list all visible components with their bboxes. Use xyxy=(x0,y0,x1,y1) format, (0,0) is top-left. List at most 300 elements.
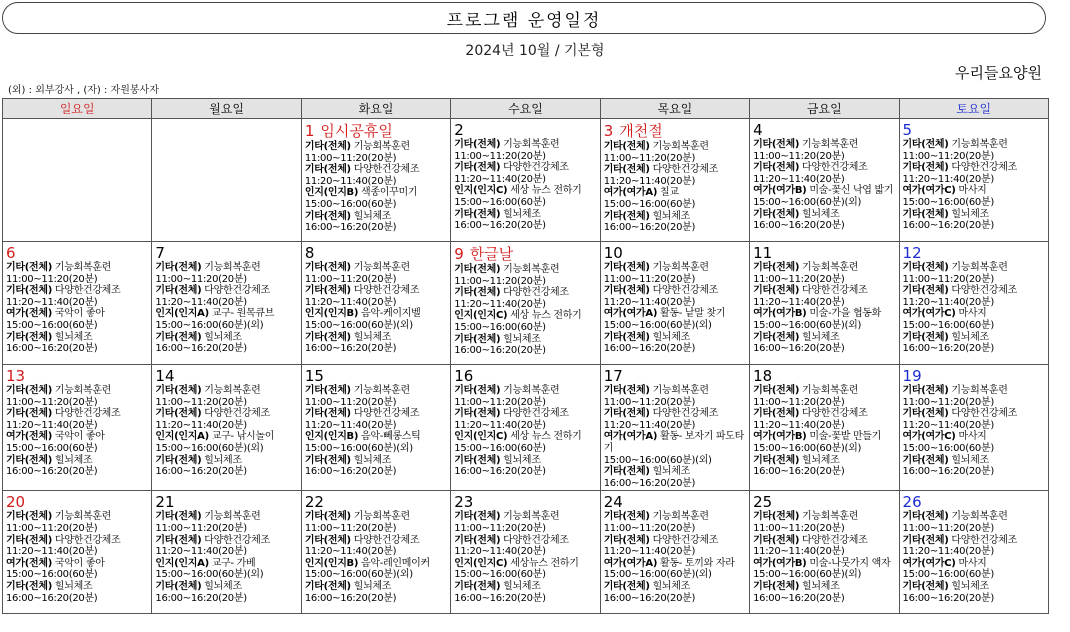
activity-name: 기능회복훈련 xyxy=(652,385,709,396)
activity-item xyxy=(155,581,297,604)
activity-category: 여가(여가B) xyxy=(753,185,807,197)
activity-category: 기타(전체) xyxy=(902,208,949,220)
activity-item xyxy=(454,581,596,604)
day-header xyxy=(454,243,596,264)
activity-time: 16:00~16:20(20분) xyxy=(603,477,696,489)
activity-item xyxy=(753,139,895,162)
day-header xyxy=(305,492,447,511)
activity-time: 11:00~11:20(20분) xyxy=(753,273,845,285)
day-header xyxy=(604,243,746,262)
day-number: 16 xyxy=(454,367,474,385)
activity-item xyxy=(155,408,297,431)
activity-item xyxy=(454,334,596,357)
activity-time: 16:00~16:20(20분) xyxy=(454,345,546,357)
activity-time: 11:00~11:20(20분) xyxy=(454,150,546,162)
activity-category: 기타(전체) xyxy=(304,141,351,152)
activity-item xyxy=(903,162,1045,185)
activity-item xyxy=(305,511,447,534)
activity-name: 활동- 보자기 파도타기 xyxy=(603,431,744,454)
activity-time: 15:00~16:00(60분) xyxy=(454,321,546,333)
activity-item xyxy=(604,408,746,431)
weekday-header: 수요일 xyxy=(451,99,600,119)
page-subtitle: 2024년 10월 / 기본형 xyxy=(465,43,605,59)
day-header xyxy=(753,243,895,262)
activity-category: 기타(전체) xyxy=(603,466,650,478)
activity-name: 다양한건강체조 xyxy=(951,408,1017,420)
activity-name: 기능회복훈련 xyxy=(801,139,859,150)
activity-category: 기타(전체) xyxy=(304,534,351,546)
activity-name: 기능회복훈련 xyxy=(353,385,410,396)
activity-item xyxy=(305,408,447,431)
activity-time: 11:00~11:20(20분) xyxy=(6,273,98,285)
activity-time: 16:00~16:20(20분) xyxy=(155,343,247,355)
activity-name: 힐뇌체조 xyxy=(353,580,392,592)
activity-item xyxy=(903,535,1045,558)
activity-item xyxy=(6,308,148,331)
activity-item xyxy=(753,408,895,431)
day-header xyxy=(305,366,447,385)
activity-name: 국악이 좋아 xyxy=(54,557,105,569)
activity-item xyxy=(604,141,746,164)
activity-name: 다양한건강체조 xyxy=(951,534,1017,546)
activity-item xyxy=(6,511,148,534)
activity-name: 마사지 xyxy=(958,185,987,197)
activity-item xyxy=(305,535,447,558)
activity-category: 기타(전체) xyxy=(454,408,501,420)
day-header xyxy=(753,492,895,511)
activity-category: 기타(전체) xyxy=(603,534,650,546)
day-number: 17 xyxy=(603,367,623,385)
day-header xyxy=(305,120,447,141)
activity-category: 여가(여가C) xyxy=(902,431,956,443)
activity-category: 기타(전체) xyxy=(155,580,202,592)
activity-time: 11:00~11:20(20분) xyxy=(753,150,845,162)
activity-item xyxy=(305,455,447,478)
activity-time: 16:00~16:20(20분) xyxy=(304,222,397,234)
page-title: 프로그램 운영일정 xyxy=(446,10,602,31)
activity-category: 기타(전체) xyxy=(902,385,949,396)
activity-name: 기능회복훈련 xyxy=(54,262,112,273)
activity-item xyxy=(753,511,895,534)
activity-item xyxy=(155,455,297,478)
activity-name: 세상 뉴스 전하기 xyxy=(510,431,582,443)
calendar-table xyxy=(2,98,1049,614)
activity-category: 기타(전체) xyxy=(753,285,800,297)
activity-item xyxy=(903,332,1045,355)
activity-name: 마사지 xyxy=(958,557,987,569)
activity-name: 힐뇌체조 xyxy=(951,331,989,343)
activity-category: 기타(전체) xyxy=(753,262,800,273)
activity-category: 기타(전체) xyxy=(304,210,351,222)
activity-item xyxy=(305,581,447,604)
activity-name: 힐뇌체조 xyxy=(801,331,840,343)
activity-name: 다양한건강체조 xyxy=(801,162,868,174)
activity-name: 기능회복훈련 xyxy=(204,511,261,523)
activity-time: 11:00~11:20(20분) xyxy=(155,273,247,285)
calendar-day-cell xyxy=(750,242,899,365)
activity-name: 미술-꽃신 낙엽 밟기 xyxy=(809,185,894,197)
activity-time: 16:00~16:20(20분) xyxy=(454,592,546,604)
calendar-week-row xyxy=(3,491,1049,614)
activity-time: 15:00~16:00(60분) xyxy=(603,198,696,210)
activity-time: 15:00~16:00(60분) xyxy=(6,319,98,331)
activity-time: 16:00~16:20(20분) xyxy=(603,592,696,604)
activity-time: 11:20~11:40(20분) xyxy=(753,546,845,558)
activity-item xyxy=(604,535,746,558)
activity-name: 다양한건강체조 xyxy=(54,534,121,546)
activity-item xyxy=(604,385,746,408)
activity-name: 미술-가을 협동화 xyxy=(809,308,882,320)
activity-item xyxy=(753,431,895,454)
day-header xyxy=(604,120,746,141)
activity-category: 기타(전체) xyxy=(454,534,501,546)
activity-name: 힐뇌체조 xyxy=(801,208,840,220)
activity-category: 기타(전체) xyxy=(6,285,52,297)
holiday-label: 임시공휴일 xyxy=(320,122,393,140)
day-number: 5 xyxy=(902,121,913,139)
activity-time: 15:00~16:00(60분)(외) xyxy=(753,196,862,208)
activity-time: 11:20~11:40(20분) xyxy=(155,546,247,558)
activity-item xyxy=(155,535,297,558)
activity-category: 기타(전체) xyxy=(6,408,52,420)
activity-time: 11:00~11:20(20분) xyxy=(902,396,994,408)
activity-time: 16:00~16:20(20분) xyxy=(603,343,696,355)
activity-name: 힐뇌체조 xyxy=(204,331,242,343)
activity-time: 11:00~11:20(20분) xyxy=(304,273,397,285)
activity-name: 기능회복훈련 xyxy=(951,385,1008,396)
day-number: 9 xyxy=(454,245,464,263)
day-number: 11 xyxy=(753,244,773,262)
activity-item xyxy=(454,287,596,310)
activity-category: 기타(전체) xyxy=(304,285,351,297)
activity-item xyxy=(6,262,148,285)
activity-category: 인지(인지C) xyxy=(454,431,508,443)
activity-time: 15:00~16:00(60분)(외) xyxy=(603,319,712,331)
activity-category: 여가(전체) xyxy=(6,308,52,320)
weekday-header: 목요일 xyxy=(600,99,749,119)
organization-name: 우리들요양원 xyxy=(955,64,1042,82)
activity-category: 기타(전체) xyxy=(454,454,501,466)
day-header xyxy=(903,366,1045,385)
activity-time: 11:00~11:20(20분) xyxy=(603,273,696,285)
activity-time: 11:20~11:40(20분) xyxy=(603,296,696,308)
activity-item xyxy=(903,455,1045,478)
calendar-day-cell xyxy=(600,119,749,242)
activity-time: 15:00~16:00(60분)(외) xyxy=(155,442,264,454)
activity-category: 기타(전체) xyxy=(6,454,52,466)
activity-category: 기타(전체) xyxy=(155,285,202,297)
activity-item xyxy=(903,262,1045,285)
activity-item xyxy=(604,164,746,187)
activity-name: 다양한건강체조 xyxy=(503,162,569,174)
activity-item xyxy=(753,162,895,185)
activity-time: 11:00~11:20(20분) xyxy=(902,150,994,162)
activity-time: 16:00~16:20(20분) xyxy=(155,592,247,604)
weekday-header: 월요일 xyxy=(152,99,301,119)
activity-item xyxy=(604,466,746,489)
activity-category: 기타(전체) xyxy=(753,534,800,546)
activity-category: 여가(여가B) xyxy=(753,557,807,569)
calendar-day-cell xyxy=(152,491,301,614)
activity-item xyxy=(305,164,447,187)
day-number: 4 xyxy=(753,121,763,139)
activity-name: 국악이 좋아 xyxy=(54,308,105,320)
activity-item xyxy=(753,535,895,558)
activity-category: 기타(전체) xyxy=(603,331,650,343)
activity-time: 11:00~11:20(20분) xyxy=(454,396,546,408)
activity-time: 15:00~16:00(60분)(외) xyxy=(304,442,413,454)
calendar-day-cell xyxy=(301,365,450,491)
activity-item xyxy=(305,141,447,164)
holiday-label: 개천절 xyxy=(619,122,663,140)
activity-item xyxy=(305,308,447,331)
activity-category: 여가(여가C) xyxy=(902,308,956,320)
activity-category: 기타(전체) xyxy=(304,408,351,420)
day-header xyxy=(6,492,148,511)
activity-time: 11:20~11:40(20분) xyxy=(753,173,845,185)
activity-item xyxy=(454,511,596,534)
activity-category: 기타(전체) xyxy=(155,331,202,343)
activity-name: 힐뇌체조 xyxy=(951,580,989,592)
activity-name: 힐뇌체조 xyxy=(503,208,541,220)
activity-category: 기타(전체) xyxy=(454,385,501,396)
activity-name: 힐뇌체조 xyxy=(503,333,541,345)
activity-item xyxy=(753,332,895,355)
activity-time: 11:20~11:40(20분) xyxy=(6,419,98,431)
title-box xyxy=(2,2,1046,34)
activity-category: 여가(여가C) xyxy=(902,185,956,197)
activity-name: 세상뉴스 전하기 xyxy=(510,557,579,569)
activity-name: 힐뇌체조 xyxy=(54,580,93,592)
activity-category: 기타(전체) xyxy=(304,580,351,592)
holiday-label: 한글날 xyxy=(469,245,514,263)
activity-name: 국악이 좋아 xyxy=(54,431,105,443)
calendar-day-cell xyxy=(451,119,600,242)
activity-item xyxy=(604,581,746,604)
calendar-day-cell xyxy=(600,491,749,614)
activity-name: 기능회복훈련 xyxy=(652,141,709,152)
activity-category: 기타(전체) xyxy=(902,408,949,420)
calendar-day-cell xyxy=(899,242,1048,365)
activity-category: 기타(전체) xyxy=(6,331,52,343)
activity-category: 여가(여가A) xyxy=(603,557,658,569)
activity-time: 11:00~11:20(20분) xyxy=(454,275,546,287)
calendar-week-row xyxy=(3,119,1049,242)
activity-name: 기능회복훈련 xyxy=(353,262,410,273)
activity-name: 힐뇌체조 xyxy=(353,454,392,466)
activity-item xyxy=(454,209,596,232)
activity-category: 기타(전체) xyxy=(603,210,650,222)
activity-name: 기능회복훈련 xyxy=(801,511,859,523)
activity-item xyxy=(903,511,1045,534)
calendar-day-cell xyxy=(152,242,301,365)
activity-name: 색종이꾸미기 xyxy=(361,187,418,199)
activity-name: 마사지 xyxy=(958,308,987,320)
activity-item xyxy=(6,408,148,431)
activity-time: 16:00~16:20(20분) xyxy=(753,343,845,355)
activity-time: 11:00~11:20(20분) xyxy=(902,522,994,534)
activity-category: 기타(전체) xyxy=(753,408,800,420)
activity-time: 16:00~16:20(20분) xyxy=(6,466,98,478)
activity-category: 기타(전체) xyxy=(304,454,351,466)
activity-category: 인지(인지A) xyxy=(155,557,209,569)
activity-name: 기능회복훈련 xyxy=(652,262,709,273)
activity-category: 기타(전체) xyxy=(454,264,501,275)
activity-name: 기능회복훈련 xyxy=(503,385,560,396)
activity-time: 15:00~16:00(60분) xyxy=(454,196,546,208)
activity-category: 기타(전체) xyxy=(603,408,650,420)
activity-category: 기타(전체) xyxy=(454,139,501,150)
activity-category: 기타(전체) xyxy=(902,162,949,174)
activity-name: 기능회복훈련 xyxy=(54,385,112,396)
activity-name: 기능회복훈련 xyxy=(801,385,859,396)
activity-time: 11:20~11:40(20분) xyxy=(304,296,397,308)
activity-category: 기타(전체) xyxy=(753,511,800,523)
activity-item xyxy=(6,285,148,308)
activity-name: 미술-꽃밭 만들기 xyxy=(809,431,882,443)
activity-category: 기타(전체) xyxy=(155,534,202,546)
activity-name: 다양한건강체조 xyxy=(503,408,569,420)
activity-category: 기타(전체) xyxy=(902,331,949,343)
activity-category: 기타(전체) xyxy=(902,534,949,546)
activity-name: 다양한건강체조 xyxy=(652,285,719,297)
day-header xyxy=(6,243,148,262)
day-header xyxy=(6,366,148,385)
activity-time: 11:00~11:20(20분) xyxy=(603,396,696,408)
activity-item xyxy=(604,187,746,210)
activity-time: 11:20~11:40(20분) xyxy=(902,296,994,308)
activity-category: 기타(전체) xyxy=(902,511,949,523)
weekday-header-row xyxy=(3,99,1049,119)
activity-time: 15:00~16:00(60분)(외) xyxy=(603,569,712,581)
activity-time: 16:00~16:20(20분) xyxy=(454,466,546,478)
activity-time: 11:20~11:40(20분) xyxy=(304,175,397,187)
activity-item xyxy=(604,308,746,331)
day-header xyxy=(753,120,895,139)
day-number: 1 xyxy=(304,122,315,140)
activity-item xyxy=(903,308,1045,331)
activity-item xyxy=(6,535,148,558)
weekday-header: 금요일 xyxy=(750,99,899,119)
day-number: 3 xyxy=(603,122,614,140)
activity-item xyxy=(604,211,746,234)
activity-item xyxy=(305,187,447,210)
activity-name: 기능회복훈련 xyxy=(204,262,261,273)
activity-time: 11:20~11:40(20분) xyxy=(454,298,546,310)
activity-name: 교구- 원목큐브 xyxy=(211,308,275,320)
calendar-day-cell xyxy=(301,119,450,242)
activity-category: 인지(인지C) xyxy=(454,557,508,569)
day-number: 10 xyxy=(603,244,623,262)
activity-time: 11:20~11:40(20분) xyxy=(304,419,397,431)
activity-category: 기타(전체) xyxy=(155,511,202,523)
activity-item xyxy=(753,581,895,604)
activity-time: 11:00~11:20(20분) xyxy=(155,522,247,534)
activity-name: 힐뇌체조 xyxy=(652,466,691,478)
activity-name: 다양한건강체조 xyxy=(503,534,569,546)
activity-name: 기능회복훈련 xyxy=(801,262,859,273)
activity-time: 11:00~11:20(20분) xyxy=(753,396,845,408)
activity-name: 다양한건강체조 xyxy=(951,285,1017,297)
activity-category: 기타(전체) xyxy=(304,164,351,176)
activity-item xyxy=(454,431,596,454)
calendar-day-cell xyxy=(301,242,450,365)
activity-time: 15:00~16:00(60분)(외) xyxy=(753,319,862,331)
activity-time: 15:00~16:00(60분)(외) xyxy=(155,569,264,581)
activity-item xyxy=(454,385,596,408)
day-number: 18 xyxy=(753,367,773,385)
day-number: 13 xyxy=(6,367,26,385)
activity-time: 16:00~16:20(20분) xyxy=(902,592,994,604)
activity-item xyxy=(753,455,895,478)
activity-time: 11:20~11:40(20분) xyxy=(155,419,247,431)
activity-time: 11:00~11:20(20분) xyxy=(6,522,98,534)
day-number: 14 xyxy=(155,367,175,385)
day-header xyxy=(903,120,1045,139)
activity-name: 칠교 xyxy=(660,187,679,199)
activity-item xyxy=(753,209,895,232)
activity-time: 16:00~16:20(20분) xyxy=(304,466,397,478)
activity-time: 11:20~11:40(20분) xyxy=(6,546,98,558)
day-header xyxy=(155,492,297,511)
activity-name: 기능회복훈련 xyxy=(951,139,1008,150)
activity-time: 16:00~16:20(20분) xyxy=(304,343,397,355)
day-number: 26 xyxy=(902,493,922,512)
activity-item xyxy=(454,162,596,185)
activity-category: 기타(전체) xyxy=(155,454,202,466)
activity-item xyxy=(454,310,596,333)
activity-time: 11:20~11:40(20분) xyxy=(753,419,845,431)
calendar-day-cell xyxy=(451,365,600,491)
activity-name: 세상 뉴스 전하기 xyxy=(510,185,582,197)
activity-time: 15:00~16:00(60분) xyxy=(902,569,994,581)
activity-category: 기타(전체) xyxy=(6,262,52,273)
activity-name: 힐뇌체조 xyxy=(353,331,392,343)
activity-time: 15:00~16:00(60분) xyxy=(6,442,98,454)
activity-name: 다양한건강체조 xyxy=(951,162,1017,174)
activity-name: 다양한건강체조 xyxy=(204,534,270,546)
activity-time: 15:00~16:00(60분)(외) xyxy=(304,569,413,581)
activity-name: 다양한건강체조 xyxy=(652,164,719,176)
activity-time: 11:20~11:40(20분) xyxy=(454,546,546,558)
calendar-week-row xyxy=(3,365,1049,491)
activity-category: 기타(전체) xyxy=(753,580,800,592)
activity-item xyxy=(903,431,1045,454)
activity-time: 16:00~16:20(20분) xyxy=(6,343,98,355)
activity-category: 기타(전체) xyxy=(753,331,800,343)
activity-time: 11:20~11:40(20분) xyxy=(902,419,994,431)
activity-category: 기타(전체) xyxy=(155,262,202,273)
activity-name: 기능회복훈련 xyxy=(54,511,112,523)
activity-category: 기타(전체) xyxy=(902,139,949,150)
activity-item xyxy=(753,185,895,208)
activity-name: 활동- 낱말 찾기 xyxy=(660,308,726,320)
activity-time: 15:00~16:00(60분)(외) xyxy=(304,319,413,331)
activity-item xyxy=(305,431,447,454)
day-header xyxy=(604,492,746,511)
activity-item xyxy=(903,185,1045,208)
activity-item xyxy=(903,581,1045,604)
activity-name: 힐뇌체조 xyxy=(951,208,989,220)
activity-category: 기타(전체) xyxy=(753,139,800,150)
activity-time: 11:00~11:20(20분) xyxy=(902,273,994,285)
activity-category: 기타(전체) xyxy=(902,454,949,466)
activity-name: 다양한건강체조 xyxy=(652,408,719,420)
activity-time: 11:20~11:40(20분) xyxy=(902,173,994,185)
activity-item xyxy=(903,139,1045,162)
activity-item xyxy=(604,262,746,285)
activity-item xyxy=(305,385,447,408)
